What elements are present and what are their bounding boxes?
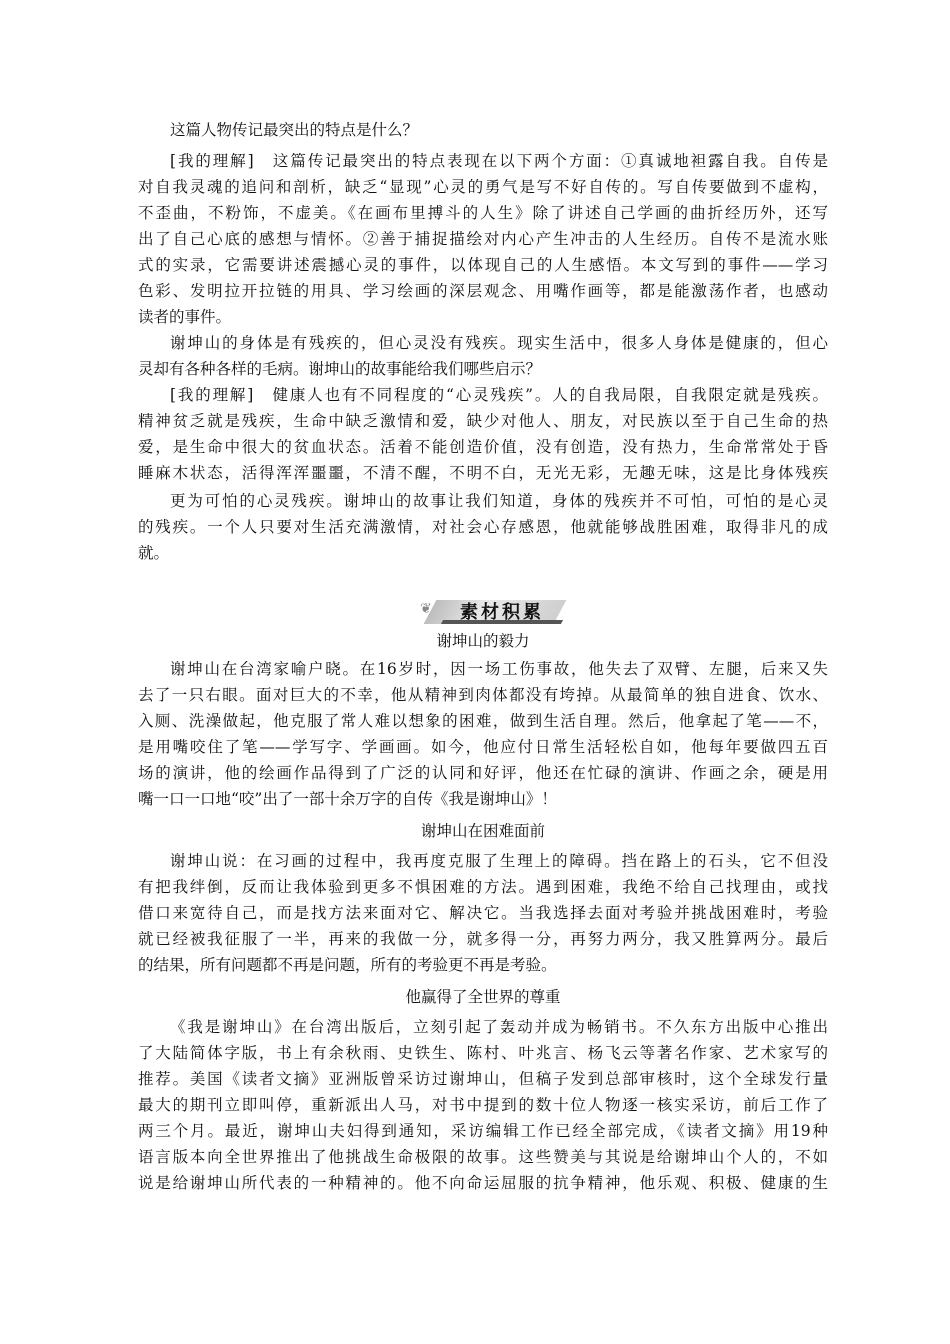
answer-1-line: 对自我灵魂的追问和剖析，缺乏“显现”心灵的勇气是写不好自传的。写自传要做到不虚构， — [138, 178, 828, 196]
answer-1-line: [我的理解] 这篇传记最突出的特点表现在以下两个方面：①真诚地袒露自我。自传是 — [170, 152, 828, 170]
material-1-line: 谢坤山在台湾家喻户晓。在16岁时，因一场工伤事故，他失去了双臂、左腿，后来又失 — [170, 660, 828, 678]
material-3-line: 两三个月。最近，谢坤山夫妇得到通知，采访编辑工作已经全部完成，《读者文摘》用19种 — [138, 1122, 828, 1140]
material-1-line: 入厕、洗澡做起，他克服了常人难以想象的困难，做到生活自理。然后，他拿起了笔——不， — [138, 712, 828, 730]
material-3-title: 他赢得了全世界的尊重 — [405, 988, 561, 1006]
question-2-line: 灵却有各种各样的毛病。谢坤山的故事能给我们哪些启示？ — [138, 360, 542, 378]
section-banner — [410, 594, 565, 628]
answer-1-line: 式的实录，它需要讲述震撼心灵的事件，以体现自己的人生感悟。本文写到的事件——学习 — [138, 256, 828, 274]
material-3-line: 推荐。美国《读者文摘》亚洲版曾采访过谢坤山，但稿子发到总部审核时，这个全球发行量 — [138, 1070, 828, 1088]
answer-2-cont-line: 更为可怕的心灵残疾。谢坤山的故事让我们知道，身体的残疾并不可怕，可怕的是心灵 — [170, 492, 828, 510]
answer-2-cont-line: 就。 — [138, 544, 170, 562]
answer-1-line: 不歪曲，不粉饰，不虚美。《在画布里搏斗的人生》除了讲述自己学画的曲折经历外，还写 — [138, 204, 828, 222]
answer-2-line: 爱，是生命中很大的贫血状态。活着不能创造价值，没有创造，没有热力，生命常常处于昏 — [138, 438, 828, 456]
material-1-line: 去了一只右眼。面对巨大的不幸，他从精神到肉体都没有垮掉。从最简单的独自进食、饮水、 — [138, 686, 828, 704]
material-1-line: 嘴一口一口地“咬”出了一部十余万字的自传《我是谢坤山》！ — [138, 790, 557, 808]
question-2-line: 谢坤山的身体是有残疾的，但心灵没有残疾。现实生活中，很多人身体是健康的，但心 — [170, 334, 828, 352]
answer-2-line: 睡麻木状态，活得浑浑噩噩，不清不醒，不明不白，无光无彩，无趣无味，这是比身体残疾 — [138, 464, 828, 482]
material-2-title: 谢坤山在困难面前 — [420, 822, 545, 840]
question-1: 这篇人物传记最突出的特点是什么？ — [170, 121, 419, 139]
material-2-line: 就已经被我征服了一半，再来的我做一分，就多得一分，再努力两分，我又胜算两分。最后 — [138, 930, 828, 948]
material-1-line: 是用嘴咬住了笔——学写字、学画画。如今，他应付日常生活轻松自如，他每年要做四五百 — [138, 738, 828, 756]
banner-label: 素材积累 — [460, 602, 544, 623]
material-2-line: 有把我绊倒，反而让我体验到更多不惧困难的方法。遇到困难，我绝不给自己找理由，或找 — [138, 878, 828, 896]
material-1-title: 谢坤山的毅力 — [436, 632, 530, 650]
answer-2-line: 精神贫乏就是残疾，生命中缺乏激情和爱，缺少对他人、朋友，对民族以至于自己生命的热 — [138, 412, 828, 430]
material-3-line: 最大的期刊立即叫停，重新派出人马，对书中提到的数十位人物逐一核实采访，前后工作了 — [138, 1096, 828, 1114]
answer-1-line: 色彩、发明拉开拉链的用具、学习绘画的深层观念、用嘴作画等，都是能激荡作者，也感动 — [138, 282, 828, 300]
answer-1-line: 读者的事件。 — [138, 308, 232, 326]
material-3-line: 说是给谢坤山所代表的一种精神的。他不向命运屈服的抗争精神，他乐观、积极、健康的生 — [138, 1174, 828, 1192]
answer-2-line: [我的理解] 健康人也有不同程度的“心灵残疾”。人的自我局限，自我限定就是残疾。 — [170, 386, 828, 404]
material-3-line: 语言版本向全世界推出了他挑战生命极限的故事。这些赞美与其说是给谢坤山个人的，不如 — [138, 1148, 828, 1166]
material-2-line: 谢坤山说：在习画的过程中，我再度克服了生理上的障碍。挡在路上的石头，它不但没 — [170, 852, 828, 870]
material-2-line: 的结果，所有问题都不再是问题，所有的考验更不再是考验。 — [138, 956, 557, 974]
answer-2-cont-line: 的残疾。一个人只要对生活充满激情，对社会心存感恩，他就能够战胜困难，取得非凡的成 — [138, 518, 828, 536]
answer-1-line: 出了自己心底的感想与情怀。②善于捕捉描绘对内心产生冲击的人生经历。自传不是流水账 — [138, 230, 828, 248]
flourish-icon: ❦ — [420, 601, 432, 617]
material-1-line: 场的演讲，他的绘画作品得到了广泛的认同和好评，他还在忙碌的演讲、作画之余，硬是用 — [138, 764, 828, 782]
material-3-line: 了大陆简体字版，书上有余秋雨、史铁生、陈村、叶兆言、杨飞云等著名作家、艺术家写的 — [138, 1044, 828, 1062]
material-2-line: 借口来宽待自己，而是找方法来面对它、解决它。当我选择去面对考验并挑战困难时，考验 — [138, 904, 828, 922]
material-3-line: 《我是谢坤山》在台湾出版后，立刻引起了轰动并成为畅销书。不久东方出版中心推出 — [170, 1018, 828, 1036]
